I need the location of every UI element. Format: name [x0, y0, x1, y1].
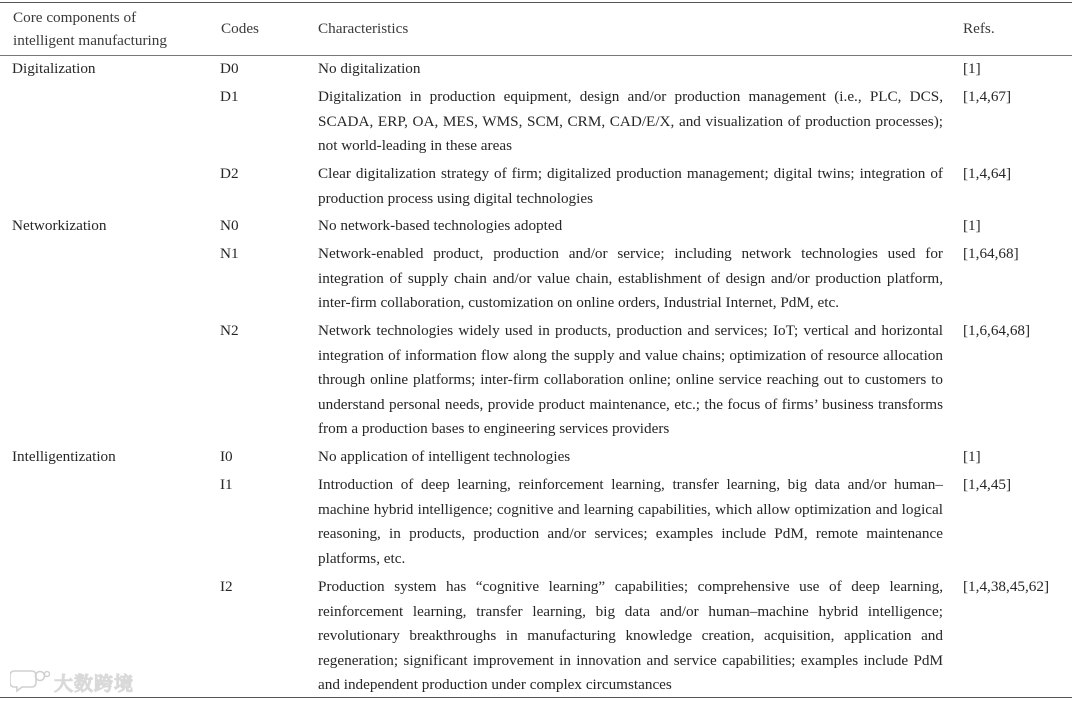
refs-cell: [1,4,45]: [963, 476, 1012, 493]
characteristics-cell: No digitalization: [318, 60, 421, 77]
refs-cell: [1,6,64,68]: [963, 322, 1031, 339]
header-refs: Refs.: [963, 20, 995, 37]
speech-bubble-logo-icon: [10, 667, 50, 698]
characteristics-cell: Introduction of deep learning, reinforcement learning, transfer learning, big data and/or human–machine hybrid intelligence; cognitive and learning capabilities, which allow optimization and logical reasoning, in products, production and/or services; examples include PdM, remote maintenance platforms, etc.: [318, 476, 943, 567]
code-cell: I1: [220, 476, 233, 493]
watermark-text: 大数跨境: [54, 672, 135, 695]
characteristics-cell: No application of intelligent technologies: [318, 448, 571, 465]
code-cell: I0: [220, 448, 233, 465]
refs-cell: [1,4,38,45,62]: [963, 578, 1050, 595]
characteristics-cell: Digitalization in production equipment, design and/or production management (i.e., PLC, DCS, SCADA, ERP, OA, MES, WMS, SCM, CRM, CAD/E/X, and visualization of production processes); not world-leading in these areas: [318, 88, 943, 154]
code-cell: D2: [220, 165, 239, 182]
code-cell: D0: [220, 60, 239, 77]
refs-cell: [1]: [963, 60, 981, 77]
refs-cell: [1,4,64]: [963, 165, 1012, 182]
refs-cell: [1]: [963, 217, 981, 234]
characteristics-cell: No network-based technologies adopted: [318, 217, 563, 234]
header-component: Core components of intelligent manufacturing: [13, 9, 167, 49]
code-cell: N1: [220, 245, 239, 262]
refs-cell: [1,4,67]: [963, 88, 1012, 105]
code-cell: N2: [220, 322, 239, 339]
characteristics-cell: Clear digitalization strategy of firm; digitalized production management; digital twins; integration of production process using digital technologies: [318, 165, 943, 207]
code-cell: I2: [220, 578, 233, 595]
component-digitalization: Digitalization: [12, 60, 96, 77]
characteristics-cell: Production system has “cognitive learning” capabilities; comprehensive use of deep learning, reinforcement learning, transfer learning, big data and/or human–machine hybrid intelligence; revolutionary breakthroughs in manufacturing knowledge creation, acquisition, application and regeneration; significant improvement in innovation and service capabilities; examples include PdM and independent production under complex circumstances: [318, 578, 943, 693]
table-header-rule: [0, 55, 1072, 56]
refs-cell: [1]: [963, 448, 981, 465]
code-cell: N0: [220, 217, 239, 234]
characteristics-cell: Network technologies widely used in products, production and services; IoT; vertical and horizontal integration of information flow along the supply and value chains; optimization of resource allocation through online platforms; inter-firm collaboration online; online service reaching out to customers to understand personal needs, provide product maintenance, etc.; the focus of firms’ business transforms from a production bases to engineering services providers: [318, 322, 943, 437]
component-intelligentization: Intelligentization: [12, 448, 116, 465]
table-top-rule: [0, 2, 1072, 3]
characteristics-cell: Network-enabled product, production and/or service; including network technologies used for integration of supply chain and/or value chain, establishment of design and/or production platform, inter-firm collaboration, customization on online orders, Industrial Internet, PdM, etc.: [318, 245, 943, 311]
header-codes: Codes: [221, 20, 259, 37]
watermark: [10, 668, 134, 696]
code-cell: D1: [220, 88, 239, 105]
header-characteristics: Characteristics: [318, 20, 409, 37]
refs-cell: [1,64,68]: [963, 245, 1019, 262]
component-networkization: Networkization: [12, 217, 107, 234]
